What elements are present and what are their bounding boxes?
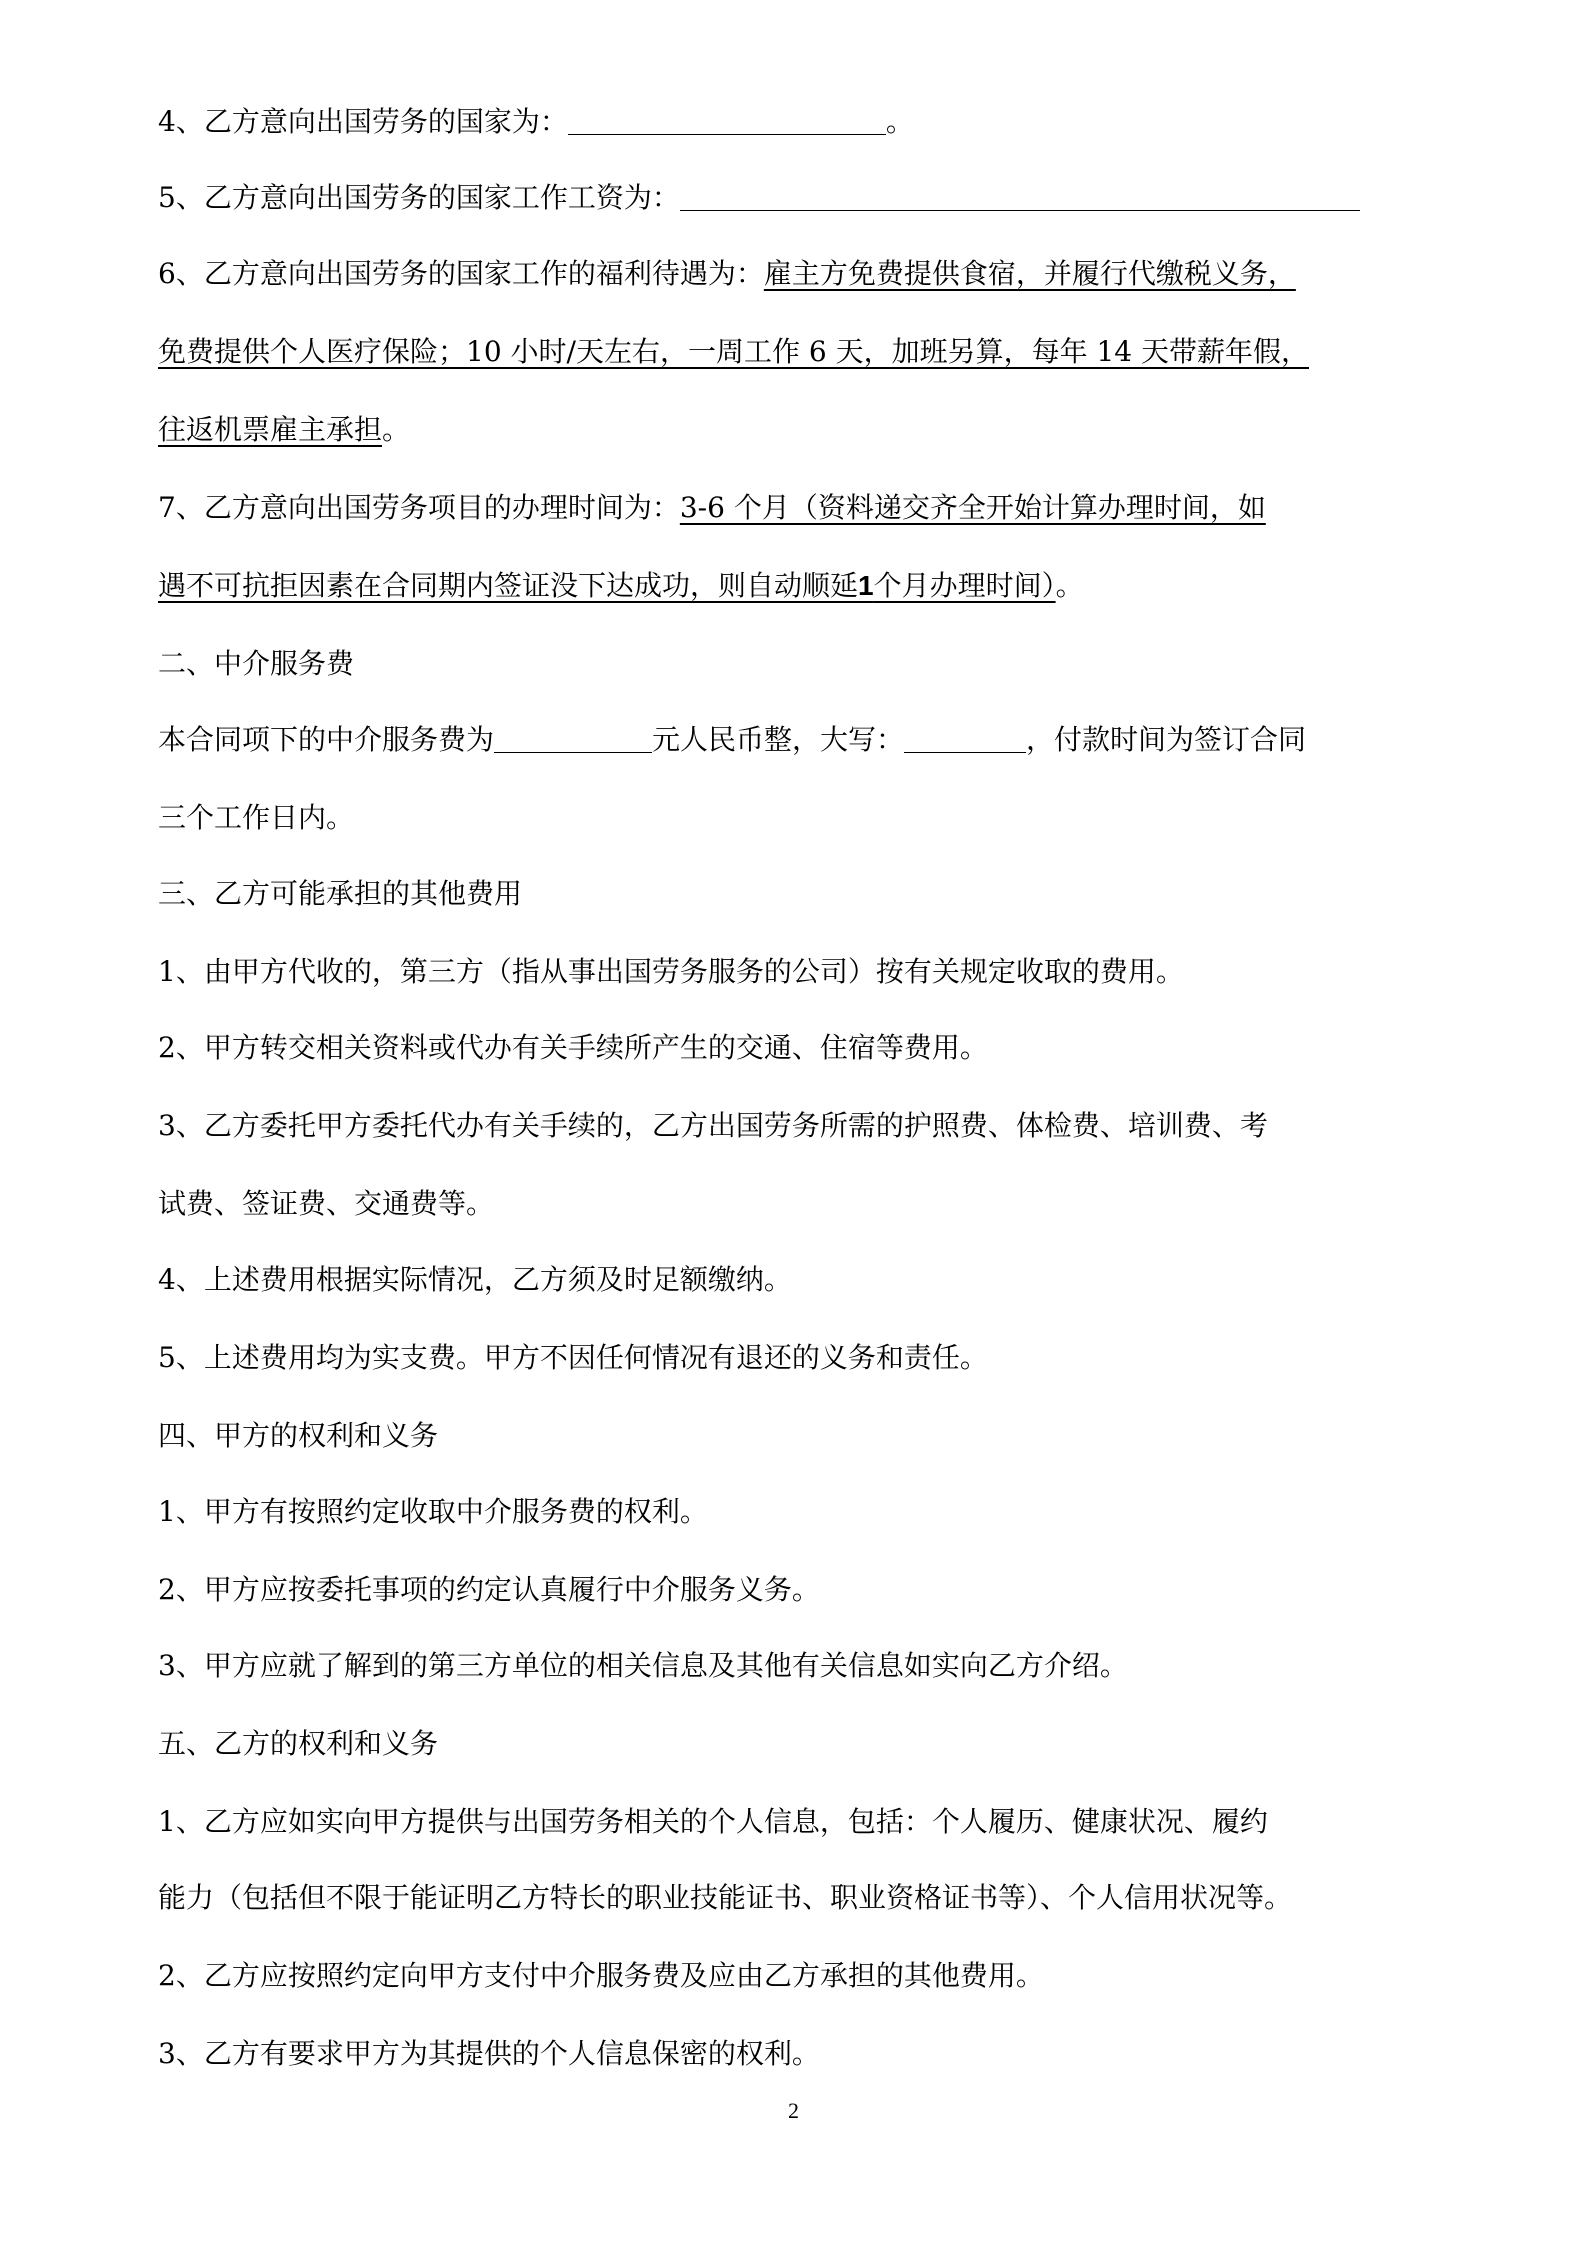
clause-6-line-2: 免费提供个人医疗保险；10 小时/天左右，一周工作 6 天，加班另算，每年 14 天带薪年假， bbox=[158, 335, 1310, 368]
blank-fee-words bbox=[904, 722, 1026, 753]
page-number: 2 bbox=[788, 2098, 799, 2123]
clause-7-line-1: 7、乙方意向出国劳务项目的办理时间为：3-6 个月（资料递交齐全开始计算办理时间，如 bbox=[158, 491, 1266, 524]
section-3-item: 2、甲方转交相关资料或代办有关手续所产生的交通、住宿等费用。 bbox=[158, 1031, 988, 1064]
section-5-heading: 五、乙方的权利和义务 bbox=[158, 1727, 439, 1760]
blank-country bbox=[568, 104, 886, 135]
clause-7-line-2: 遇不可抗拒因素在合同期内签证没下达成功，则自动顺延1个月办理时间）。 bbox=[158, 569, 1084, 602]
section-3-item: 5、上述费用均为实支费。甲方不因任何情况有退还的义务和责任。 bbox=[158, 1341, 988, 1374]
section-2-fee-line-2: 三个工作日内。 bbox=[158, 801, 355, 834]
section-5-item: 能力（包括但不限于能证明乙方特长的职业技能证书、职业资格证书等）、个人信用状况等。 bbox=[158, 1881, 1293, 1914]
section-4-heading: 四、甲方的权利和义务 bbox=[158, 1419, 439, 1452]
clause-5: 5、乙方意向出国劳务的国家工作工资为： bbox=[158, 178, 1438, 218]
section-2-heading: 二、中介服务费 bbox=[158, 647, 355, 680]
section-5-item: 2、乙方应按照约定向甲方支付中介服务费及应由乙方承担的其他费用。 bbox=[158, 1959, 1044, 1992]
section-5-item: 3、乙方有要求甲方为其提供的个人信息保密的权利。 bbox=[158, 2037, 820, 2070]
clause-6-line-1: 6、乙方意向出国劳务的国家工作的福利待遇为：雇主方免费提供食宿，并履行代缴税义务， bbox=[158, 257, 1296, 290]
section-3-item: 4、上述费用根据实际情况，乙方须及时足额缴纳。 bbox=[158, 1263, 792, 1296]
clause-4: 4、乙方意向出国劳务的国家为： 。 bbox=[158, 105, 914, 138]
section-3-item: 3、乙方委托甲方委托代办有关手续的，乙方出国劳务所需的护照费、体检费、培训费、考 bbox=[158, 1109, 1268, 1142]
section-3-heading: 三、乙方可能承担的其他费用 bbox=[158, 877, 523, 910]
section-4-item: 2、甲方应按委托事项的约定认真履行中介服务义务。 bbox=[158, 1573, 820, 1606]
blank-salary bbox=[680, 180, 1360, 211]
blank-fee-amount bbox=[494, 722, 652, 753]
section-4-item: 1、甲方有按照约定收取中介服务费的权利。 bbox=[158, 1495, 708, 1528]
section-3-item: 1、由甲方代收的，第三方（指从事出国劳务服务的公司）按有关规定收取的费用。 bbox=[158, 955, 1184, 988]
section-4-item: 3、甲方应就了解到的第三方单位的相关信息及其他有关信息如实向乙方介绍。 bbox=[158, 1649, 1128, 1682]
section-2-fee-line: 本合同项下的中介服务费为 元人民币整，大写： ，付款时间为签订合同 bbox=[158, 723, 1307, 756]
clause-6-line-3: 往返机票雇主承担。 bbox=[158, 413, 411, 446]
section-5-item: 1、乙方应如实向甲方提供与出国劳务相关的个人信息，包括：个人履历、健康状况、履约 bbox=[158, 1805, 1268, 1838]
section-3-item: 试费、签证费、交通费等。 bbox=[158, 1187, 495, 1220]
